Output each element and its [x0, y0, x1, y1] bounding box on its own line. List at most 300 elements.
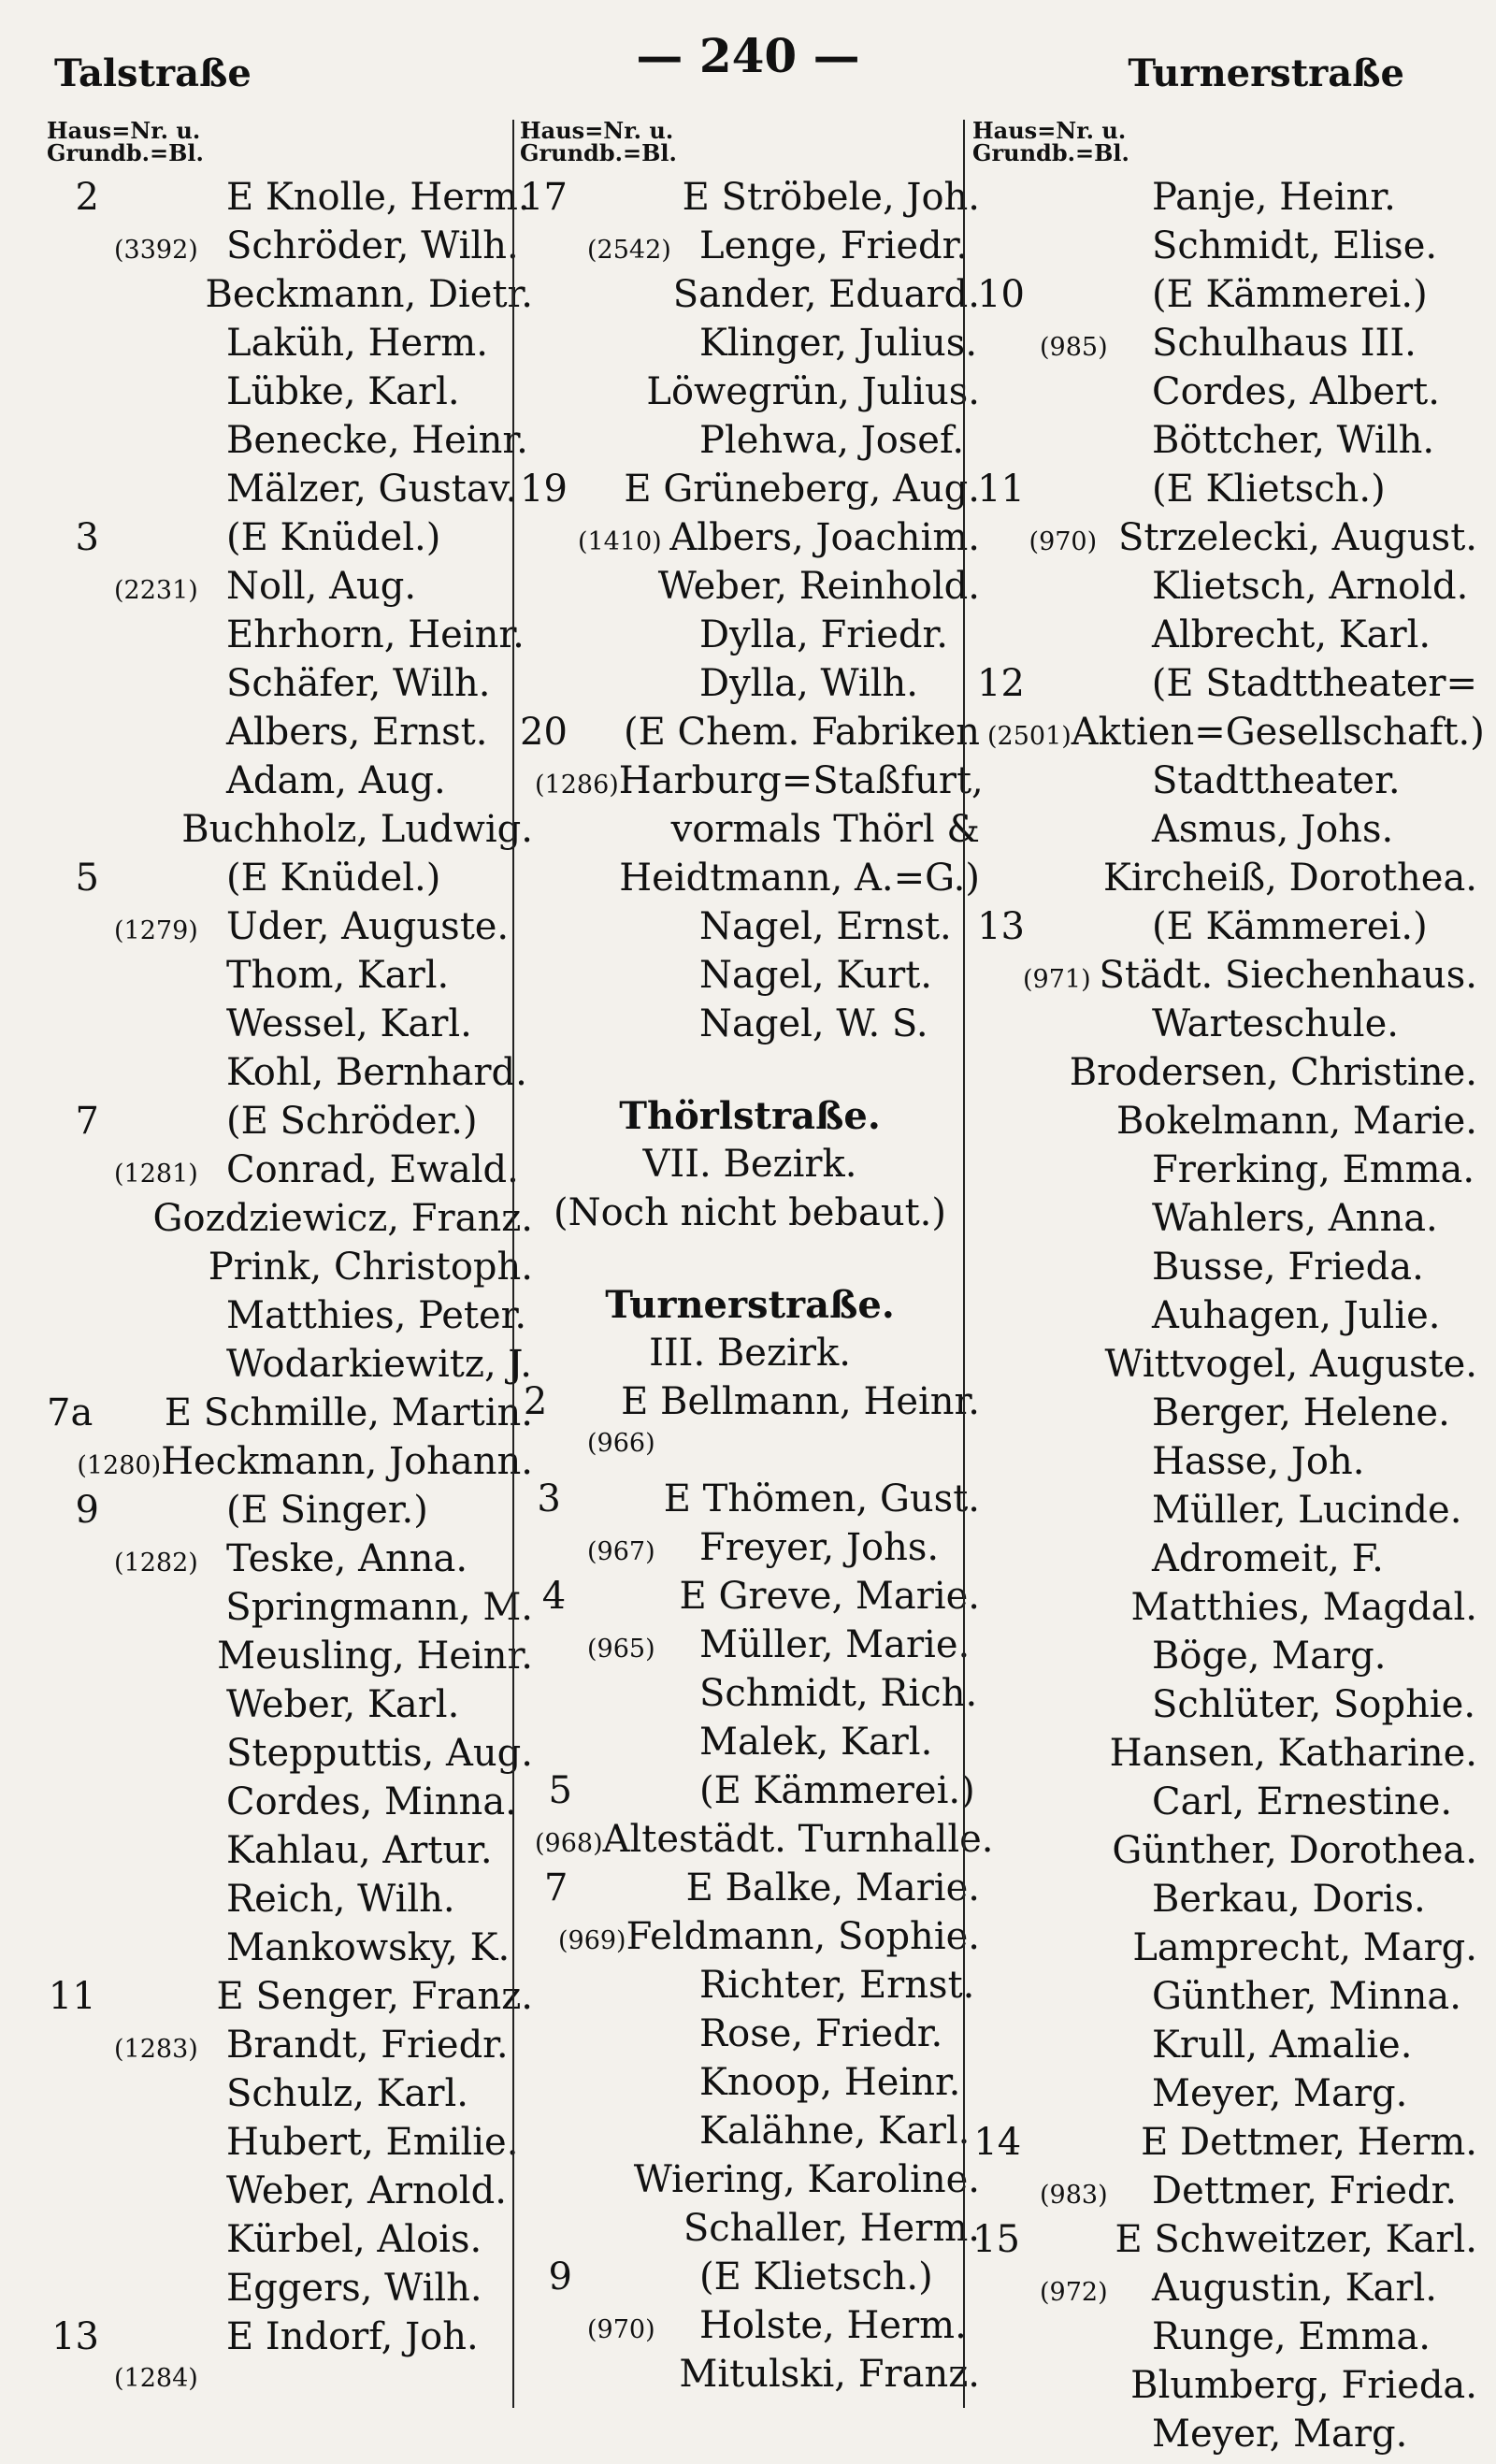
resident-name: Blumberg, Frieda.: [1130, 2364, 1477, 2407]
street-title-turnerstrasse: Turnerstraße.: [605, 1283, 895, 1327]
resident-name: Hansen, Katharine.: [1109, 1732, 1477, 1775]
resident-name: (E Klietsch.): [699, 2255, 933, 2298]
resident-name: Prink, Christoph.: [208, 1246, 533, 1289]
column-head-line2: Grundb.=Bl.: [47, 139, 204, 166]
directory-entry: [520, 322, 980, 370]
house-number: 3: [75, 516, 99, 559]
directory-entry: [47, 1635, 533, 1683]
house-number: 9: [548, 2255, 572, 2298]
grundbuch-number: (2231): [114, 576, 198, 605]
resident-name: (E Kämmerei.): [699, 1769, 975, 1812]
directory-entry: [520, 905, 980, 954]
directory-entry: [520, 662, 980, 711]
resident-name: Richter, Ernst.: [699, 1964, 975, 2007]
directory-entry: [47, 1683, 533, 1732]
grundbuch-number: (965): [587, 1635, 655, 1664]
resident-name: Carl, Ernestine.: [1152, 1780, 1453, 1823]
resident-name: Kircheiß, Dorothea.: [1103, 857, 1477, 900]
resident-name: Berger, Helene.: [1152, 1391, 1450, 1434]
resident-name: Teske, Anna.: [226, 1537, 468, 1580]
resident-name: (E Knüdel.): [226, 516, 441, 559]
grundbuch-number: (1282): [114, 1549, 198, 1578]
grundbuch-number: (1280): [77, 1451, 162, 1480]
resident-name: vormals Thörl &: [670, 808, 980, 851]
grundbuch-number: (983): [1040, 2181, 1108, 2210]
column-2: [512, 117, 994, 2408]
resident-name: Müller, Lucinde.: [1152, 1489, 1462, 1532]
resident-name: Adromeit, F.: [1152, 1537, 1384, 1580]
directory-entry: [972, 2364, 1477, 2413]
directory-entry: [972, 224, 1477, 273]
header-right-street: Turnerstraße: [1128, 51, 1404, 95]
resident-name: Thom, Karl.: [226, 954, 450, 997]
resident-name: Günther, Dorothea.: [1112, 1829, 1477, 1872]
resident-name: Schmidt, Rich.: [699, 1672, 978, 1715]
resident-name: Plehwa, Josef.: [699, 419, 965, 462]
directory-entry: [47, 1732, 533, 1780]
resident-name: Auhagen, Julie.: [1152, 1294, 1441, 1337]
directory-entry: [47, 273, 533, 322]
resident-name: Schulz, Karl.: [226, 2072, 468, 2115]
street-district: III. Bezirk.: [649, 1332, 851, 1375]
directory-entry: [972, 1002, 1477, 1051]
resident-name: Warteschule.: [1152, 1002, 1399, 1045]
house-number: 10: [977, 273, 1025, 316]
grundbuch-number: (1410): [577, 527, 662, 556]
resident-name: Freyer, Johs.: [699, 1526, 940, 1569]
directory-entry: [520, 2061, 980, 2110]
house-number: 2: [523, 1380, 548, 1423]
directory-entry: [47, 322, 533, 370]
directory-entry: [520, 1964, 980, 2012]
directory-entry: [972, 273, 1477, 322]
resident-name: Sander, Eduard.: [672, 273, 980, 316]
directory-entry: [47, 224, 533, 273]
resident-name: (E Kämmerei.): [1152, 273, 1428, 316]
resident-name: Frerking, Emma.: [1152, 1148, 1475, 1191]
directory-entry: [520, 954, 980, 1002]
grundbuch-number: (972): [1040, 2278, 1108, 2307]
resident-name: Meyer, Marg.: [1152, 2413, 1408, 2456]
resident-name: Mankowsky, K.: [226, 1926, 511, 1969]
resident-name: Meyer, Marg.: [1152, 2072, 1408, 2115]
resident-name: Holste, Herm.: [699, 2304, 967, 2347]
directory-entry: [47, 1002, 533, 1051]
house-number: 14: [973, 2121, 1022, 2164]
resident-name: Panje, Heinr.: [1152, 176, 1396, 219]
resident-name: Nagel, W. S.: [699, 1002, 928, 1045]
directory-entry: [972, 1294, 1477, 1343]
house-number: 2: [75, 176, 99, 219]
house-number: 7: [543, 1866, 568, 1909]
grundbuch-number: (971): [1023, 965, 1091, 994]
directory-entry: [972, 1246, 1477, 1294]
resident-name: Schulhaus III.: [1152, 322, 1417, 365]
directory-entry: [972, 2315, 1477, 2364]
directory-entry: [972, 662, 1477, 711]
resident-name: Städt. Siechenhaus.: [1099, 954, 1477, 997]
page-header: [0, 0, 1496, 103]
directory-entry: [972, 954, 1477, 1002]
resident-name: Wittvogel, Auguste.: [1104, 1343, 1477, 1386]
directory-entry: [47, 370, 533, 419]
resident-name: Kalähne, Karl.: [699, 2110, 971, 2153]
directory-entry: [47, 1489, 533, 1537]
column-3: [963, 117, 1485, 2456]
directory-entry: [520, 1623, 980, 1672]
resident-name: Wiering, Karoline.: [633, 2158, 980, 2201]
resident-name: Krull, Amalie.: [1152, 2024, 1413, 2067]
directory-entry: [972, 565, 1477, 613]
grundbuch-number: (3392): [114, 236, 198, 265]
directory-entry: [972, 1440, 1477, 1489]
resident-name: (E Stadttheater=: [1151, 662, 1477, 705]
directory-entry: [972, 2024, 1477, 2072]
grundbuch-number: (1284): [114, 2364, 198, 2393]
directory-entry: [972, 1683, 1477, 1732]
header-left-street: Talstraße: [54, 51, 252, 95]
directory-entry: [520, 857, 980, 905]
directory-entry: [47, 1440, 533, 1489]
grundbuch-number: (1281): [114, 1160, 198, 1189]
resident-name: Weber, Reinhold.: [657, 565, 980, 608]
directory-entry: [47, 516, 533, 565]
house-number: 13: [51, 2315, 99, 2358]
directory-entry: [972, 2072, 1477, 2121]
directory-entry: [520, 1818, 994, 1866]
house-number: 13: [977, 905, 1025, 948]
resident-name: Cordes, Albert.: [1152, 370, 1440, 413]
directory-entry: [972, 2267, 1477, 2315]
resident-name: Schröder, Wilh.: [226, 224, 519, 267]
resident-name: Augustin, Karl.: [1152, 2267, 1437, 2310]
directory-entry: [47, 662, 533, 711]
directory-entry: [520, 370, 980, 419]
resident-name: Buchholz, Ludwig.: [181, 808, 533, 851]
resident-name: Aktien=Gesellschaft.): [1071, 711, 1485, 754]
house-number: 3: [537, 1477, 561, 1520]
directory-entry: [47, 1294, 533, 1343]
directory-entry: [972, 1051, 1477, 1100]
resident-name: Harburg=Staßfurt,: [618, 759, 984, 802]
resident-name: Springmann, M.: [225, 1586, 533, 1629]
resident-name: Stadttheater.: [1152, 759, 1401, 802]
directory-entry: [972, 1100, 1477, 1148]
column-head-line2: Grundb.=Bl.: [520, 139, 677, 166]
directory-entry: [47, 2072, 533, 2121]
directory-entry: [972, 1537, 1477, 1586]
resident-name: Mitulski, Franz.: [679, 2353, 980, 2396]
grundbuch-number: (967): [587, 1537, 655, 1566]
directory-entry: [972, 857, 1477, 905]
resident-name: E Grüneberg, Aug.: [624, 468, 980, 511]
directory-entry: [520, 1721, 980, 1769]
directory-entry: [972, 419, 1477, 468]
resident-name: (E Knüdel.): [226, 857, 441, 900]
directory-entry: [520, 1429, 980, 1477]
resident-name: Wodarkiewitz, J.: [226, 1343, 533, 1386]
directory-entry: [47, 905, 533, 954]
resident-name: Malek, Karl.: [699, 1721, 933, 1764]
directory-entry: [520, 2158, 980, 2207]
resident-name: Hubert, Emilie.: [226, 2121, 519, 2164]
directory-entry: [47, 176, 533, 224]
resident-name: Noll, Aug.: [226, 565, 417, 608]
grundbuch-number: (1279): [114, 916, 198, 945]
directory-entry: [972, 176, 1477, 224]
directory-entry: [520, 2304, 980, 2353]
resident-name: E Schmille, Martin.: [164, 1391, 533, 1434]
house-number: 20: [520, 711, 568, 754]
directory-entry: [972, 905, 1477, 954]
directory-entry: [972, 370, 1477, 419]
directory-entry: [972, 2169, 1477, 2218]
resident-name: E Greve, Marie.: [679, 1575, 980, 1618]
column-head: [972, 117, 1477, 166]
resident-name: E Bellmann, Heinr.: [621, 1380, 980, 1423]
resident-name: Laküh, Herm.: [226, 322, 488, 365]
resident-name: Conrad, Ewald.: [226, 1148, 519, 1191]
resident-name: (E Kämmerei.): [1152, 905, 1428, 948]
directory-entry: [47, 1586, 533, 1635]
directory-entry: [972, 1732, 1477, 1780]
resident-name: Beckmann, Dietr.: [205, 273, 533, 316]
directory-entry: [47, 2121, 533, 2169]
resident-name: Schaller, Herm.: [683, 2207, 980, 2250]
resident-name: Lamprecht, Marg.: [1132, 1926, 1477, 1969]
directory-entry: [972, 322, 1477, 370]
directory-entry: [47, 2024, 533, 2072]
directory-entry: [520, 1526, 980, 1575]
directory-entry: [520, 1575, 980, 1623]
directory-entry: [520, 1672, 980, 1721]
directory-entry: [972, 1635, 1477, 1683]
resident-name: Eggers, Wilh.: [226, 2267, 482, 2310]
directory-entry: [520, 1002, 980, 1051]
resident-name: Schmidt, Elise.: [1152, 224, 1438, 267]
directory-entry: [47, 613, 533, 662]
directory-entry: [520, 176, 980, 224]
house-number: 7a: [47, 1391, 94, 1434]
directory-entry: [47, 419, 533, 468]
directory-entry: [972, 613, 1477, 662]
directory-entry: [47, 1148, 533, 1197]
resident-name: Nagel, Ernst.: [699, 905, 952, 948]
directory-entry: [520, 1866, 980, 1915]
directory-entry: [47, 954, 533, 1002]
directory-entry: [520, 2353, 980, 2401]
resident-name: Albers, Joachim.: [669, 516, 980, 559]
column-2-rows-b: [520, 1380, 994, 2401]
resident-name: Ehrhorn, Heinr.: [226, 613, 525, 656]
resident-name: E Thömen, Gust.: [663, 1477, 980, 1520]
house-number: 17: [520, 176, 568, 219]
house-number: 9: [75, 1489, 99, 1532]
resident-name: Dylla, Friedr.: [699, 613, 948, 656]
directory-entry: [47, 1926, 533, 1975]
resident-name: Schlüter, Sophie.: [1152, 1683, 1476, 1726]
column-head: [47, 117, 533, 166]
resident-name: Brodersen, Christine.: [1069, 1051, 1477, 1094]
resident-name: Müller, Marie.: [699, 1623, 971, 1666]
resident-name: Matthies, Peter.: [226, 1294, 527, 1337]
resident-name: Heckmann, Johann.: [161, 1440, 533, 1483]
resident-name: Gozdziewicz, Franz.: [152, 1197, 533, 1240]
resident-name: Dylla, Wilh.: [699, 662, 919, 705]
resident-name: Günther, Minna.: [1152, 1975, 1461, 2018]
resident-name: E Ströbele, Joh.: [682, 176, 980, 219]
column-1-rows: [47, 176, 533, 2413]
directory-entry: [972, 1586, 1477, 1635]
house-number: 12: [977, 662, 1025, 705]
directory-entry: [47, 1197, 533, 1246]
directory-entry: [47, 808, 533, 857]
directory-entry: [972, 1829, 1477, 1878]
directory-entry: [47, 2218, 533, 2267]
directory-entry: [47, 711, 533, 759]
grundbuch-number: (969): [557, 1926, 626, 1955]
directory-entry: [520, 419, 980, 468]
house-number: 7: [75, 1100, 99, 1143]
resident-name: (E Klietsch.): [1152, 468, 1386, 511]
directory-entry: [520, 565, 980, 613]
resident-name: Klietsch, Arnold.: [1152, 565, 1469, 608]
resident-name: Lübke, Karl.: [226, 370, 460, 413]
directory-entry: [47, 1391, 533, 1440]
grundbuch-number: (970): [1028, 527, 1098, 556]
street-note: (Noch nicht bebaut.): [554, 1191, 946, 1234]
directory-entry: [972, 1148, 1477, 1197]
resident-name: Böttcher, Wilh.: [1152, 419, 1435, 462]
column-head: [520, 117, 980, 166]
grundbuch-number: (970): [587, 2315, 655, 2344]
resident-name: Knoop, Heinr.: [699, 2061, 961, 2104]
directory-entry: [520, 808, 980, 857]
directory-entry: [520, 759, 984, 808]
house-number: 4: [541, 1575, 567, 1618]
directory-entry: [47, 2267, 533, 2315]
resident-name: Dettmer, Friedr.: [1152, 2169, 1458, 2212]
house-number: 11: [48, 1975, 96, 2018]
directory-entry: [47, 1343, 533, 1391]
directory-entry: [520, 224, 980, 273]
directory-entry: [47, 1829, 533, 1878]
directory-entry: [47, 1051, 533, 1100]
resident-name: Stepputtis, Aug.: [226, 1732, 533, 1775]
resident-name: Rose, Friedr.: [699, 2012, 943, 2055]
directory-entry: [47, 1878, 533, 1926]
directory-entry: [520, 2207, 980, 2255]
directory-entry: [47, 2169, 533, 2218]
resident-name: Hasse, Joh.: [1152, 1440, 1365, 1483]
directory-entry: [47, 759, 533, 808]
house-number: 19: [520, 468, 568, 511]
directory-entry: [972, 1197, 1477, 1246]
directory-entry: [47, 1537, 533, 1586]
resident-name: Busse, Frieda.: [1152, 1246, 1424, 1289]
directory-entry: [972, 2218, 1477, 2267]
resident-name: Reich, Wilh.: [226, 1878, 455, 1921]
column-2-rows-a: [520, 176, 984, 1051]
directory-entry: [520, 273, 980, 322]
directory-entry: [972, 759, 1477, 808]
resident-name: Cordes, Minna.: [226, 1780, 517, 1823]
resident-name: Asmus, Johs.: [1152, 808, 1394, 851]
resident-name: Kohl, Bernhard.: [226, 1051, 527, 1094]
resident-name: E Dettmer, Herm.: [1141, 2121, 1477, 2164]
grundbuch-number: (1286): [535, 771, 619, 800]
grundbuch-number: (966): [587, 1429, 655, 1458]
resident-name: (E Singer.): [226, 1489, 428, 1532]
resident-name: Strzelecki, August.: [1117, 516, 1477, 559]
resident-name: Meusling, Heinr.: [217, 1635, 533, 1678]
grundbuch-number: (968): [535, 1829, 603, 1858]
resident-name: Runge, Emma.: [1152, 2315, 1431, 2358]
directory-entry: [520, 1477, 980, 1526]
directory-entry: [47, 2315, 533, 2364]
directory-entry: [47, 1975, 533, 2024]
resident-name: Löwegrün, Julius.: [646, 370, 980, 413]
resident-name: (E Schröder.): [226, 1100, 478, 1143]
resident-name: Wessel, Karl.: [226, 1002, 472, 1045]
directory-entry: [47, 565, 533, 613]
house-number: 5: [75, 857, 99, 900]
street-title-thoerlstrasse: Thörlstraße.: [619, 1094, 881, 1138]
directory-entry: [972, 808, 1477, 857]
resident-name: Albrecht, Karl.: [1152, 613, 1431, 656]
directory-entry: [47, 1780, 533, 1829]
resident-name: E Knolle, Herm.: [226, 176, 530, 219]
resident-name: Uder, Auguste.: [226, 905, 510, 948]
directory-entry: [520, 2110, 980, 2158]
resident-name: Wahlers, Anna.: [1152, 1197, 1438, 1240]
resident-name: (E Chem. Fabriken: [624, 711, 980, 754]
resident-name: Lenge, Friedr.: [699, 224, 969, 267]
resident-name: Berkau, Doris.: [1152, 1878, 1426, 1921]
directory-entry: [972, 1926, 1477, 1975]
house-number: 15: [972, 2218, 1020, 2261]
resident-name: Albers, Ernst.: [226, 711, 488, 754]
directory-entry: [520, 711, 980, 759]
directory-entry: [520, 613, 980, 662]
column-head-line2: Grundb.=Bl.: [972, 139, 1129, 166]
grundbuch-number: (985): [1040, 333, 1108, 362]
resident-name: E Indorf, Joh.: [226, 2315, 479, 2358]
directory-entry: [47, 857, 533, 905]
resident-name: Matthies, Magdal.: [1130, 1586, 1477, 1629]
resident-name: Feldmann, Sophie.: [626, 1915, 980, 1958]
column-3-rows: [972, 176, 1485, 2461]
directory-entry: [520, 2255, 980, 2304]
resident-name: Weber, Arnold.: [226, 2169, 507, 2212]
directory-entry: [520, 1769, 980, 1818]
directory-entry: [972, 2121, 1477, 2169]
page-number: — 240 —: [636, 28, 860, 83]
column-1: [47, 117, 533, 2408]
resident-name: Altestädt. Turnhalle.: [602, 1818, 994, 1861]
directory-entry: [972, 1975, 1477, 2024]
directory-entry: [972, 711, 1485, 759]
resident-name: E Senger, Franz.: [216, 1975, 533, 2018]
grundbuch-number: (1283): [114, 2035, 198, 2064]
directory-entry: [972, 516, 1477, 565]
directory-entry: [972, 1878, 1477, 1926]
column-head-line1: Haus=Nr. u.: [47, 117, 201, 144]
directory-entry: [520, 516, 980, 565]
column-head-line1: Haus=Nr. u.: [972, 117, 1127, 144]
grundbuch-number: (2501): [987, 722, 1072, 751]
directory-entry: [520, 1915, 980, 1964]
